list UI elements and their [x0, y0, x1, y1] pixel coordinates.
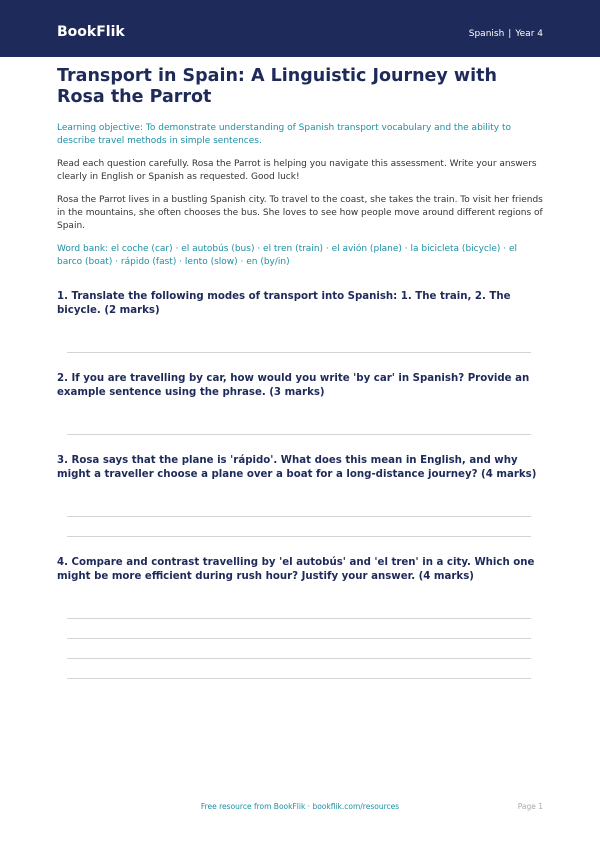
instructions-text: Read each question carefully. Rosa the Parrot is helping you navigate this assessment. Write your answers clearly in English or Spanish as requested. Good luck!	[57, 159, 537, 182]
subject-separator: |	[508, 29, 512, 39]
answer-line[interactable]	[67, 516, 531, 517]
page-number: Page 1	[517, 802, 543, 811]
subject-year-label	[469, 28, 543, 40]
subject-label: Spanish	[468, 29, 505, 39]
page-title: Transport in Spain: A Linguistic Journey with Rosa the Parrot	[57, 66, 497, 107]
intro-section	[57, 66, 543, 269]
page-header	[0, 0, 600, 57]
word-bank: Word bank: el coche (car) · el autobús (bus) · el tren (train) · el avión (plane) · la bicicleta (bicycle) · el barco (boat) · rápido (fast) · lento (slow) · en (by/in)	[57, 244, 518, 267]
question-3: 3. Rosa says that the plane is 'rápido'. What does this mean in English, and why might a traveller choose a plane over a boat for a long-distance journey? (4 marks)	[57, 455, 537, 480]
question-1: 1. Translate the following modes of transport into Spanish: 1. The train, 2. The bicycle. (2 marks)	[57, 291, 511, 316]
footer-resource-link[interactable]: Free resource from BookFlik · bookflik.com/resources	[200, 802, 400, 811]
answer-line[interactable]	[67, 658, 531, 659]
answer-line[interactable]	[67, 434, 531, 435]
question-2: 2. If you are travelling by car, how would you write 'by car' in Spanish? Provide an example sentence using the phrase. (3 marks)	[57, 373, 530, 398]
answer-line[interactable]	[67, 678, 531, 679]
brand-logo: BookFlik	[57, 24, 125, 40]
answer-line[interactable]	[67, 536, 531, 537]
answer-line[interactable]	[67, 618, 531, 619]
question-4: 4. Compare and contrast travelling by 'el autobús' and 'el tren' in a city. Which one might be more efficient during rush hour? Justify your answer. (4 marks)	[57, 557, 535, 582]
answer-line[interactable]	[67, 638, 531, 639]
story-text: Rosa the Parrot lives in a bustling Spanish city. To travel to the coast, she takes the train. To visit her friends in the mountains, she often chooses the bus. She loves to see how people move around different regions of Spain.	[57, 195, 543, 231]
year-label: Year 4	[515, 29, 543, 39]
learning-objective: Learning objective: To demonstrate understanding of Spanish transport vocabulary and the ability to describe travel methods in simple sentences.	[57, 123, 512, 146]
answer-line[interactable]	[67, 352, 531, 353]
